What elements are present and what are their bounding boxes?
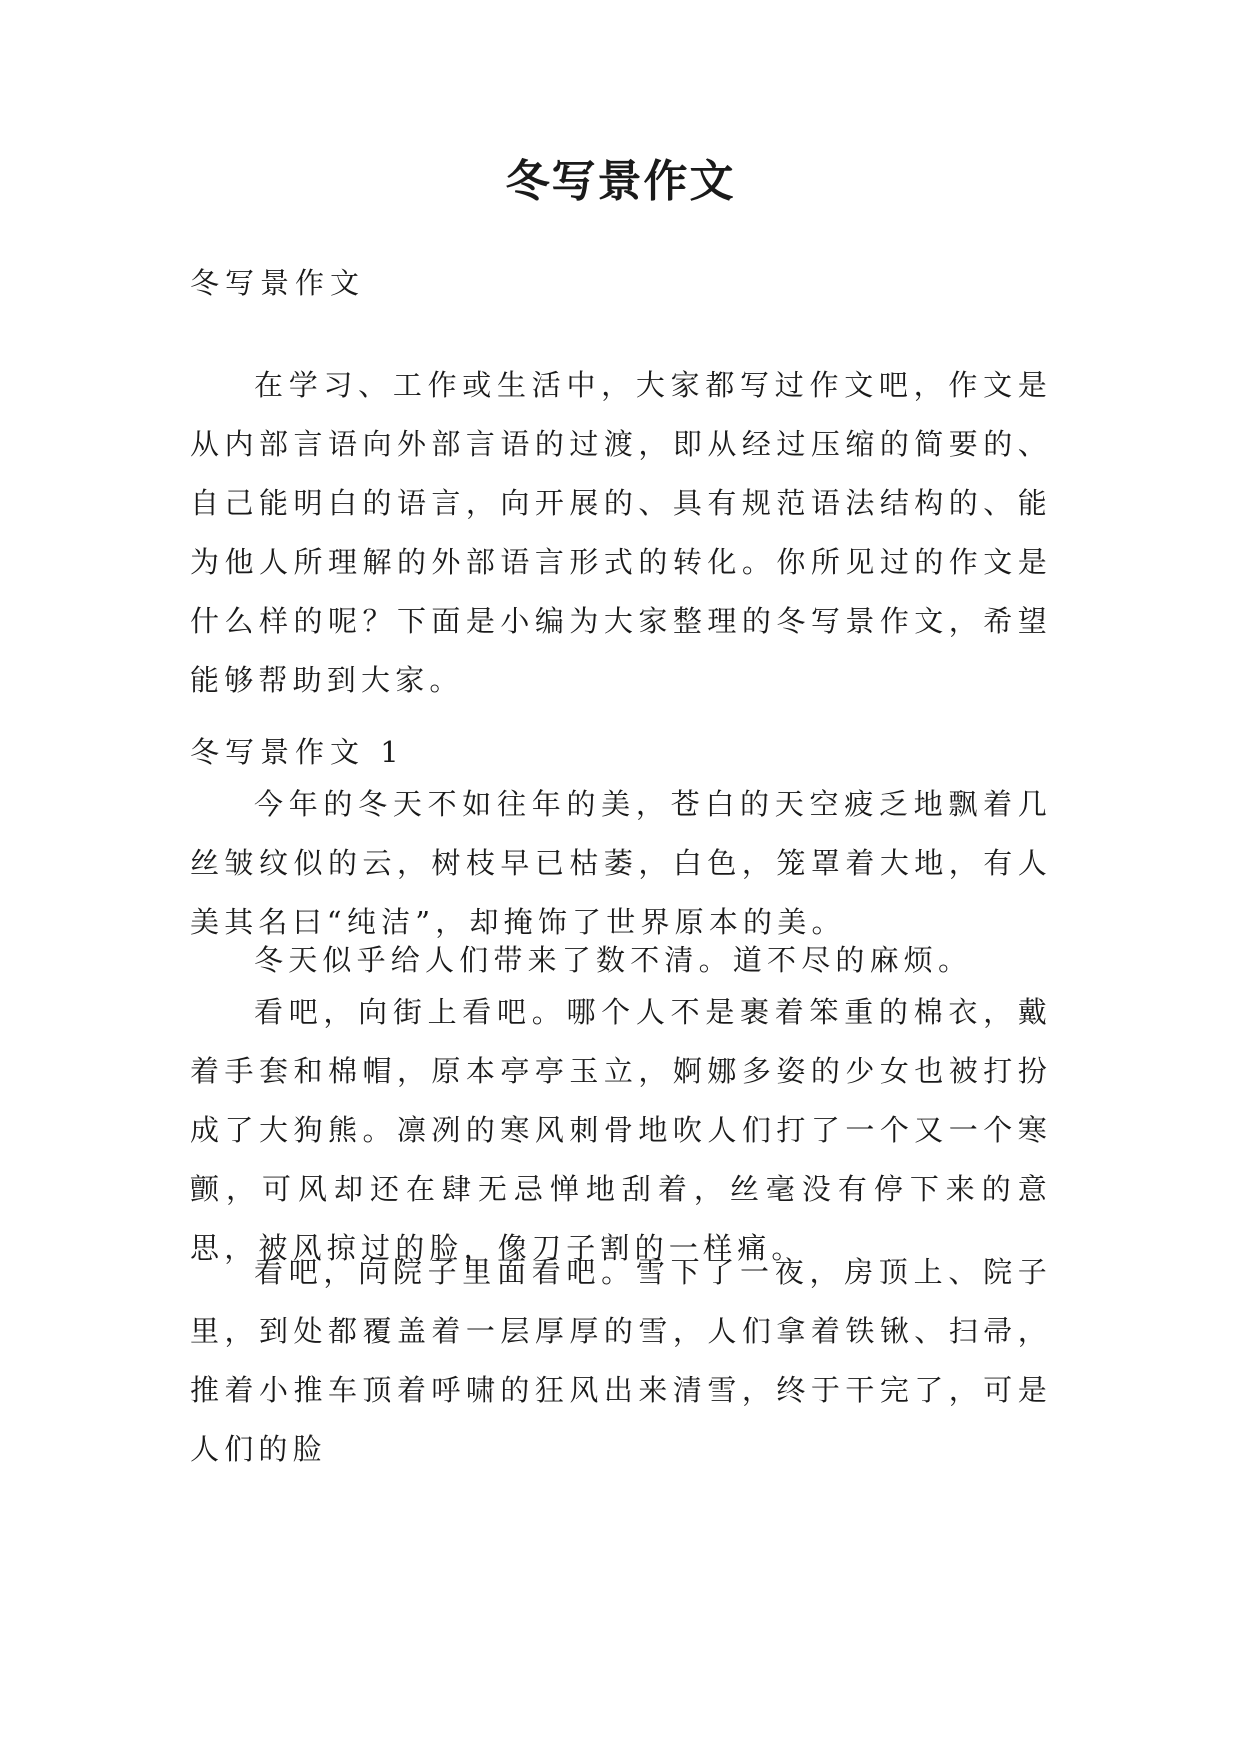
document-title: 冬写景作文 [505,156,736,207]
section-heading: 冬写景作文 1 [190,735,405,769]
body-paragraph-2: 冬天似乎给人们带来了数不清。道不尽的麻烦。 [254,943,973,977]
body-paragraph-3: 看吧，向街上看吧。哪个人不是裹着笨重的棉衣，戴着手套和棉帽，原本亭亭玉立，婀娜多姿的少女也被打扮成了大狗熊。凛冽的寒风刺骨地吹人们打了一个又一个寒颤，可风却还在肆无忌惮地刮着，丝毫没有停下来的意思，被风掠过的脸，像刀子割的一样痛。 [190,995,1052,1265]
intro-paragraph: 在学习、工作或生活中，大家都写过作文吧，作文是从内部言语向外部言语的过渡，即从经过压缩的简要的、自己能明白的语言，向开展的、具有规范语法结构的、能为他人所理解的外部语言形式的转化。你所见过的作文是什么样的呢？下面是小编为大家整理的冬写景作文，希望能够帮助到大家。 [190,368,1052,697]
body-paragraph-1: 今年的冬天不如往年的美，苍白的天空疲乏地飘着几丝皱纹似的云，树枝早已枯萎，白色，笼罩着大地，有人美其名曰“纯洁”，却掩饰了世界原本的美。 [190,787,1052,939]
body-paragraph-4: 看吧，向院子里面看吧。雪下了一夜，房顶上、院子里，到处都覆盖着一层厚厚的雪，人们拿着铁锹、扫帚，推着小推车顶着呼啸的狂风出来清雪，终于干完了，可是人们的脸 [190,1255,1052,1466]
document-subheading: 冬写景作文 [190,266,366,300]
